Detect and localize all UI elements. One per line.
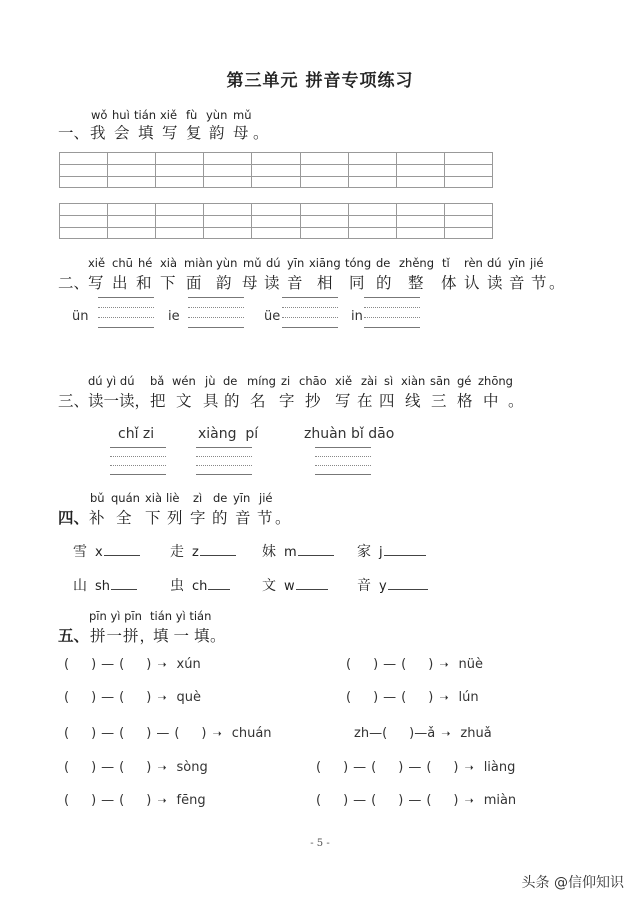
pinyin-syllable: jù (205, 374, 216, 388)
grid-cell[interactable] (60, 153, 108, 187)
heading-char: 的 (376, 274, 392, 292)
heading-char: 抄 (305, 392, 321, 410)
close-paren: ) (146, 657, 152, 672)
open-paren: ( (401, 657, 407, 672)
initial: x (95, 545, 103, 560)
pinyin-syllable: fù (186, 108, 198, 122)
pinyin-syllable: xiāng (309, 256, 341, 270)
result-syllable: nüè (458, 657, 484, 672)
section-number: 四、 (58, 508, 90, 527)
close-paren: ) (453, 760, 459, 775)
answer-paren[interactable] (316, 760, 348, 775)
result-syllable: fēng (176, 793, 206, 808)
pinyin-syllable: bǔ (90, 491, 105, 505)
heading-char: 名 (250, 392, 266, 410)
heading-char: 字 (279, 392, 295, 410)
close-paren: ) (409, 726, 415, 741)
pinyin-syllable: yīn (287, 256, 305, 270)
spelling-row (64, 690, 201, 705)
open-paren: ( (119, 793, 125, 808)
fill-item[interactable] (262, 541, 334, 561)
arrow-icon: ➝ (157, 794, 167, 807)
pinyin-syllable: zhěng (399, 256, 434, 270)
close-paren: ) (91, 726, 97, 741)
answer-paren[interactable] (371, 760, 403, 775)
answer-paren[interactable] (64, 793, 96, 808)
character: 家 (357, 544, 371, 560)
grid-cell[interactable] (156, 204, 204, 238)
writing-grid-row-2[interactable] (59, 203, 493, 239)
answer-paren[interactable] (174, 726, 206, 741)
answer-blank[interactable] (200, 545, 236, 556)
heading-char: 。 (508, 392, 524, 410)
spelling-row (64, 726, 272, 741)
section3-pinyin (0, 374, 640, 388)
section1-pinyin (0, 108, 640, 122)
heading-char: 具 (203, 392, 219, 410)
dash-separator: — (101, 690, 115, 705)
pinyin-syllable: wǒ (91, 108, 108, 122)
given-final: —ǎ (414, 726, 436, 741)
pinyin-syllable: yùn (206, 108, 228, 122)
pinyin-syllable: gé (457, 374, 472, 388)
heading-char: 在 (357, 392, 373, 410)
dash-separator: — (383, 690, 397, 705)
open-paren: ( (64, 793, 70, 808)
answer-paren[interactable] (64, 726, 96, 741)
pinyin-syllable: rèn (464, 256, 483, 270)
heading-char: 音 (509, 274, 525, 292)
character: 文 (262, 578, 276, 594)
dash-separator: — (353, 760, 367, 775)
heading-char: 母 (242, 274, 258, 292)
section3-heading (0, 389, 640, 409)
pinyin-syllable: liè (166, 491, 180, 505)
pinyin-syllable: miàn (184, 256, 213, 270)
heading-char: 下 (160, 274, 176, 292)
pinyin-syllable: dú (266, 256, 281, 270)
four-line-grid[interactable] (196, 447, 252, 479)
heading-char: 三 (431, 392, 447, 410)
pinyin-syllable: de (376, 256, 391, 270)
answer-blank[interactable] (104, 545, 140, 556)
dash-separator: — (101, 793, 115, 808)
grid-cell[interactable] (445, 204, 492, 238)
pinyin-syllable: tián yì tián (150, 609, 212, 623)
result-syllable: sòng (176, 760, 208, 775)
heading-char: 整 (408, 274, 424, 292)
answer-blank[interactable] (298, 545, 334, 556)
heading-char: 出 (112, 274, 128, 292)
close-paren: ) (428, 690, 434, 705)
result-syllable: miàn (483, 793, 517, 808)
section-number: 三、 (58, 392, 90, 410)
open-paren: ( (346, 657, 352, 672)
pinyin-syllable: de (213, 491, 228, 505)
grid-cell[interactable] (397, 204, 445, 238)
heading-char: 节 (531, 274, 547, 292)
pinyin-syllable: xiě (335, 374, 353, 388)
pinyin-syllable: chāo (299, 374, 327, 388)
pinyin-syllable: tóng (345, 256, 372, 270)
pinyin-syllable: mǔ (243, 256, 262, 270)
arrow-icon: ➝ (212, 727, 222, 740)
vowel-label-ue: üe (264, 309, 281, 324)
heading-char: 复 (186, 124, 202, 142)
character: 雪 (73, 544, 87, 560)
watermark: 头条 @信仰知识 (521, 875, 624, 891)
grid-cell[interactable] (349, 204, 397, 238)
heading-char: 拼一拼， (90, 627, 157, 645)
heading-char: 韵 (209, 124, 225, 142)
character: 走 (170, 544, 184, 560)
character: 妹 (262, 544, 276, 560)
heading-char: 面 (186, 274, 202, 292)
dash-separator: — (353, 793, 367, 808)
spelling-row (316, 760, 515, 775)
pinyin-syllable: hé (138, 256, 153, 270)
open-paren: ( (401, 690, 407, 705)
close-paren: ) (91, 793, 97, 808)
heading-char: 会 (114, 124, 130, 142)
pinyin-syllable: de (223, 374, 238, 388)
answer-paren[interactable] (346, 690, 378, 705)
open-paren: ( (119, 690, 125, 705)
open-paren: ( (316, 793, 322, 808)
answer-blank[interactable] (296, 579, 328, 590)
answer-paren[interactable] (64, 657, 96, 672)
given-initial: zh— (354, 726, 383, 741)
close-paren: ) (146, 793, 152, 808)
open-paren: ( (371, 760, 377, 775)
four-line-grid[interactable] (315, 447, 371, 479)
character: 山 (73, 578, 87, 594)
arrow-icon: ➝ (439, 691, 449, 704)
dash-separator: — (408, 793, 422, 808)
answer-paren[interactable] (119, 793, 151, 808)
close-paren: ) (91, 760, 97, 775)
word-pinyin-zhuanbidao: zhuàn bǐ dāo (304, 426, 395, 442)
fill-item[interactable] (357, 541, 426, 561)
close-paren: ) (343, 793, 349, 808)
grid-cell[interactable] (156, 153, 204, 187)
initial: w (284, 579, 295, 594)
heading-char: 韵 (216, 274, 232, 292)
open-paren: ( (64, 657, 70, 672)
heading-char: 文 (176, 392, 192, 410)
close-paren: ) (146, 726, 152, 741)
fill-item[interactable] (170, 541, 236, 561)
answer-paren[interactable] (119, 726, 151, 741)
answer-paren[interactable] (64, 760, 96, 775)
answer-paren[interactable] (426, 793, 458, 808)
open-paren: ( (119, 657, 125, 672)
answer-paren[interactable] (401, 657, 433, 672)
answer-paren[interactable] (119, 657, 151, 672)
open-paren: ( (371, 793, 377, 808)
section2-heading (0, 271, 640, 291)
heading-char: 。 (549, 274, 565, 292)
spelling-row (316, 793, 516, 808)
pinyin-syllable: quán (111, 491, 140, 505)
arrow-icon: ➝ (157, 691, 167, 704)
grid-cell[interactable] (204, 204, 252, 238)
section2-pinyin (0, 256, 640, 270)
vowel-label-ie: ie (168, 309, 180, 324)
heading-char: 。 (275, 509, 291, 527)
answer-blank[interactable] (208, 579, 230, 590)
heading-char: 填一填 (153, 627, 215, 645)
grid-cell[interactable] (397, 153, 445, 187)
heading-char: 同 (349, 274, 365, 292)
heading-char: 的 (212, 509, 228, 527)
pinyin-syllable: bǎ (150, 374, 165, 388)
heading-char: 。 (253, 124, 269, 142)
pinyin-syllable: zài (361, 374, 378, 388)
dash-separator: — (101, 657, 115, 672)
fill-item[interactable] (262, 575, 328, 595)
close-paren: ) (201, 726, 207, 741)
arrow-icon: ➝ (157, 761, 167, 774)
answer-paren[interactable] (382, 726, 414, 741)
open-paren: ( (316, 760, 322, 775)
heading-char: 和 (136, 274, 152, 292)
heading-char: 列 (167, 509, 183, 527)
open-paren: ( (64, 760, 70, 775)
vowel-label-un: ün (72, 309, 89, 324)
character: 音 (357, 578, 371, 594)
spelling-row (64, 760, 208, 775)
arrow-icon: ➝ (441, 727, 451, 740)
heading-char: 把 (150, 392, 166, 410)
section4-pinyin (0, 491, 640, 505)
close-paren: ) (428, 657, 434, 672)
pinyin-syllable: zi (281, 374, 291, 388)
heading-char: 。 (210, 627, 226, 645)
grid-cell[interactable] (108, 153, 156, 187)
result-syllable: chuán (231, 726, 272, 741)
pinyin-syllable: dú yì dú (88, 374, 135, 388)
open-paren: ( (174, 726, 180, 741)
heading-char: 音 (287, 274, 303, 292)
result-syllable: lún (458, 690, 479, 705)
heading-char: 写 (162, 124, 178, 142)
heading-char: 读 (487, 274, 503, 292)
pinyin-syllable: yīn (508, 256, 526, 270)
heading-char: 相 (317, 274, 333, 292)
word-pinyin-xiangpi: xiàng pí (198, 426, 259, 442)
heading-char: 认 (464, 274, 480, 292)
result-syllable: zhuǎ (460, 726, 492, 741)
page-number: - 5 - (310, 838, 330, 849)
result-syllable: xún (176, 657, 201, 672)
heading-char: 全 (116, 509, 132, 527)
pinyin-syllable: wén (172, 374, 196, 388)
heading-char: 填 (138, 124, 154, 142)
vowel-label-in: in (351, 309, 363, 324)
close-paren: ) (453, 793, 459, 808)
section5-pinyin (0, 609, 640, 623)
spelling-row (346, 657, 483, 672)
dash-separator: — (101, 726, 115, 741)
four-line-grid[interactable] (98, 297, 154, 329)
close-paren: ) (91, 657, 97, 672)
initial: j (379, 545, 383, 560)
fill-item[interactable] (170, 575, 230, 595)
answer-paren[interactable] (64, 690, 96, 705)
initial: z (192, 545, 199, 560)
section1-heading (0, 121, 640, 141)
pinyin-syllable: xiě (160, 108, 178, 122)
pinyin-syllable: dú (487, 256, 502, 270)
answer-paren[interactable] (119, 690, 151, 705)
dash-separator: — (383, 657, 397, 672)
section-number: 一、 (58, 124, 90, 142)
answer-paren[interactable] (426, 760, 458, 775)
spelling-row (346, 690, 479, 705)
initial: sh (95, 579, 111, 594)
heading-char: 我 (90, 124, 106, 142)
grid-cell[interactable] (252, 204, 300, 238)
heading-char: 线 (405, 392, 421, 410)
four-line-grid[interactable] (188, 297, 244, 329)
open-paren: ( (119, 726, 125, 741)
answer-paren[interactable] (371, 793, 403, 808)
character: 虫 (170, 578, 184, 594)
initial: ch (192, 579, 208, 594)
arrow-icon: ➝ (464, 794, 474, 807)
pinyin-syllable: míng (247, 374, 276, 388)
pinyin-syllable: zhōng (478, 374, 513, 388)
grid-cell[interactable] (108, 204, 156, 238)
spelling-row (64, 657, 201, 672)
initial: m (284, 545, 297, 560)
grid-cell[interactable] (445, 153, 492, 187)
close-paren: ) (398, 793, 404, 808)
pinyin-syllable: mǔ (233, 108, 252, 122)
close-paren: ) (146, 690, 152, 705)
page-title: 第三单元 拼音专项练习 (226, 71, 414, 91)
fill-item[interactable] (73, 575, 137, 595)
four-line-grid[interactable] (364, 297, 420, 329)
pinyin-syllable: xiàn (401, 374, 426, 388)
pinyin-syllable: yùn (216, 256, 238, 270)
grid-cell[interactable] (301, 153, 349, 187)
section-number: 五、 (58, 626, 90, 645)
pinyin-syllable: tǐ (442, 256, 450, 270)
heading-char: 下 (145, 509, 161, 527)
grid-cell[interactable] (204, 153, 252, 187)
section-number: 二、 (58, 274, 90, 292)
answer-paren[interactable] (346, 657, 378, 672)
four-line-grid[interactable] (282, 297, 338, 329)
heading-char: 四 (379, 392, 395, 410)
answer-paren[interactable] (316, 793, 348, 808)
word-pinyin-chizi: chǐ zi (118, 426, 155, 442)
pinyin-syllable: xiě (88, 256, 106, 270)
pinyin-syllable: xià (160, 256, 178, 270)
pinyin-syllable: xià (145, 491, 163, 505)
pinyin-syllable: yīn (233, 491, 251, 505)
fill-item[interactable] (73, 541, 140, 561)
result-syllable: què (176, 690, 202, 705)
heading-char: 读 (264, 274, 280, 292)
heading-char: 写 (335, 392, 351, 410)
close-paren: ) (398, 760, 404, 775)
writing-grid-row-1[interactable] (59, 152, 493, 188)
close-paren: ) (373, 690, 379, 705)
arrow-icon: ➝ (157, 658, 167, 671)
spelling-row (354, 726, 492, 741)
answer-blank[interactable] (384, 545, 426, 556)
four-line-grid[interactable] (110, 447, 166, 479)
dash-separator: — (408, 760, 422, 775)
dash-separator: — (101, 760, 115, 775)
close-paren: ) (373, 657, 379, 672)
answer-paren[interactable] (401, 690, 433, 705)
heading-char: 中 (483, 392, 499, 410)
open-paren: ( (382, 726, 388, 741)
pinyin-syllable: chū (112, 256, 133, 270)
answer-blank[interactable] (111, 579, 137, 590)
result-syllable: liàng (483, 760, 516, 775)
heading-char: 的 (224, 392, 240, 410)
pinyin-syllable: sān (430, 374, 451, 388)
close-paren: ) (91, 690, 97, 705)
heading-char: 补 (89, 509, 105, 527)
heading-char: 字 (190, 509, 206, 527)
pinyin-syllable: jié (259, 491, 273, 505)
open-paren: ( (426, 760, 432, 775)
pinyin-syllable: huì (112, 108, 130, 122)
dash-separator: — (156, 726, 170, 741)
close-paren: ) (343, 760, 349, 775)
heading-char: 读一读， (88, 392, 151, 410)
pinyin-syllable: jié (530, 256, 544, 270)
pinyin-syllable: zì (193, 491, 203, 505)
fill-item[interactable] (357, 575, 428, 595)
section4-heading (0, 506, 640, 526)
open-paren: ( (64, 726, 70, 741)
answer-blank[interactable] (388, 579, 428, 590)
close-paren: ) (146, 760, 152, 775)
arrow-icon: ➝ (439, 658, 449, 671)
heading-char: 体 (441, 274, 457, 292)
answer-paren[interactable] (119, 760, 151, 775)
open-paren: ( (64, 690, 70, 705)
heading-char: 母 (233, 124, 249, 142)
open-paren: ( (426, 793, 432, 808)
heading-char: 格 (457, 392, 473, 410)
grid-cell[interactable] (60, 204, 108, 238)
pinyin-syllable: sì (384, 374, 394, 388)
grid-cell[interactable] (349, 153, 397, 187)
open-paren: ( (119, 760, 125, 775)
heading-char: 节 (257, 509, 273, 527)
arrow-icon: ➝ (464, 761, 474, 774)
heading-char: 写 (88, 274, 104, 292)
grid-cell[interactable] (252, 153, 300, 187)
initial: y (379, 579, 387, 594)
section5-heading (0, 624, 640, 644)
open-paren: ( (346, 690, 352, 705)
grid-cell[interactable] (301, 204, 349, 238)
pinyin-syllable: pīn yì pīn (89, 609, 142, 623)
pinyin-syllable: tián (134, 108, 157, 122)
heading-char: 音 (235, 509, 251, 527)
spelling-row (64, 793, 206, 808)
